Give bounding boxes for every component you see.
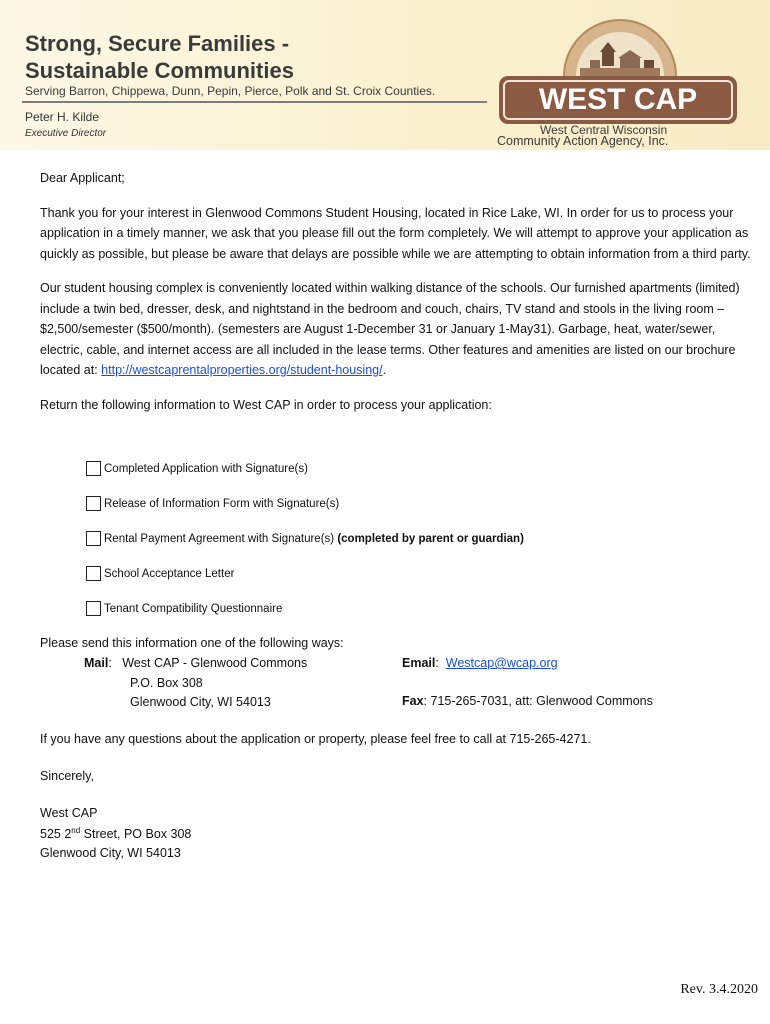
checklist-item-release: [86, 496, 339, 511]
agency-name-line-2: Community Action Agency, Inc.: [497, 134, 669, 148]
agency-name-line-1: West Central Wisconsin: [540, 123, 668, 137]
email-block: Email: Westcap@wcap.org: [402, 656, 558, 670]
return-intro: Return the following information to West CAP in order to process your application:: [40, 397, 492, 412]
checklist-label: Tenant Compatibility Questionnaire: [104, 602, 283, 615]
housing-paragraph: [40, 278, 752, 381]
brochure-link[interactable]: http://westcaprentalproperties.org/student-housing/: [101, 363, 383, 377]
intro-paragraph: Thank you for your interest in Glenwood Commons Student Housing, located in Rice Lake, WI. In order for us to process your application in a timely manner, we ask that you please fill out the form completely. We will attempt to approve your application as quickly as possible, but please be aware that delays are possible while we are attempting to obtain information from a third party.: [40, 205, 751, 261]
mail-line-2: P.O. Box 308: [130, 676, 203, 690]
housing-end: .: [382, 363, 387, 377]
checkbox[interactable]: [86, 496, 101, 511]
checklist-note: (completed by parent or guardian): [337, 532, 524, 545]
slogan: [25, 30, 294, 84]
checklist-label: Release of Information Form with Signature(s): [104, 497, 340, 510]
mail-line-3: Glenwood City, WI 54013: [130, 695, 271, 709]
checklist-label: Completed Application with Signature(s): [104, 462, 308, 475]
director-title: Executive Director: [25, 128, 107, 139]
checklist-item-questionnaire: [86, 601, 282, 616]
checklist-label: School Acceptance Letter: [104, 567, 235, 580]
email-link[interactable]: Westcap@wcap.org: [445, 656, 558, 670]
send-intro: Please send this information one of the following ways:: [40, 636, 344, 650]
email-label: Email: [402, 656, 436, 670]
checkbox[interactable]: [86, 531, 101, 546]
signature-city: Glenwood City, WI 54013: [40, 846, 181, 860]
checklist-item-payment: [86, 531, 524, 546]
street-rest: Street, PO Box 308: [80, 827, 192, 842]
revision-date: Rev. 3.4.2020: [680, 982, 758, 997]
service-area: Serving Barron, Chippewa, Dunn, Pepin, Pierce, Polk and St. Croix Counties.: [25, 84, 436, 98]
street-number: 525 2: [40, 827, 72, 842]
fax-block: [402, 694, 653, 708]
fax-value: : 715-265-7031, att: Glenwood Commons: [423, 694, 653, 708]
signature-street: [40, 826, 191, 841]
checkbox[interactable]: [86, 601, 101, 616]
checkbox[interactable]: [86, 566, 101, 581]
west-cap-logo-graphic: [560, 14, 680, 82]
letter-body: [40, 168, 752, 429]
closing: Sincerely,: [40, 769, 94, 783]
checkbox[interactable]: [86, 461, 101, 476]
checklist-label: Rental Payment Agreement with Signature(s): [104, 532, 335, 545]
logo-text: WEST CAP: [503, 80, 733, 120]
checklist-item-school: [86, 566, 234, 581]
street-suffix: nd: [71, 826, 81, 835]
director-name: Peter H. Kilde: [25, 110, 100, 124]
west-cap-logo: [499, 76, 737, 124]
slogan-line-1: Strong, Secure Families -: [25, 31, 290, 56]
mail-line-1: West CAP - Glenwood Commons: [122, 656, 308, 670]
header-divider: [22, 101, 487, 103]
greeting: Dear Applicant;: [40, 171, 125, 185]
housing-text: Our student housing complex is conveniently located within walking distance of the schools. Our furnished apartments (limited) include a twin bed, dresser, desk, and nightstand in the bedroom and couch, chairs, TV stand and stools in the living room – $2,500/semester ($500/month). (semesters are August 1-December 31 or January 1-May31). Garbage, heat, water/sewer, electric, cable, and internet access are all included in the lease terms. Other features and amenities are listed on our brochure located at:: [40, 281, 740, 377]
signature-org: West CAP: [40, 806, 98, 820]
slogan-line-2: Sustainable Communities: [25, 58, 294, 83]
checklist-item-application: [86, 461, 308, 476]
letterhead: [0, 0, 770, 150]
mail-label: Mail: [84, 656, 109, 670]
fax-label: Fax: [402, 694, 424, 708]
questions-line: If you have any questions about the application or property, please feel free to call at 715-265-4271.: [40, 732, 591, 746]
mail-block: Mail: West CAP - Glenwood Commons: [84, 656, 308, 670]
